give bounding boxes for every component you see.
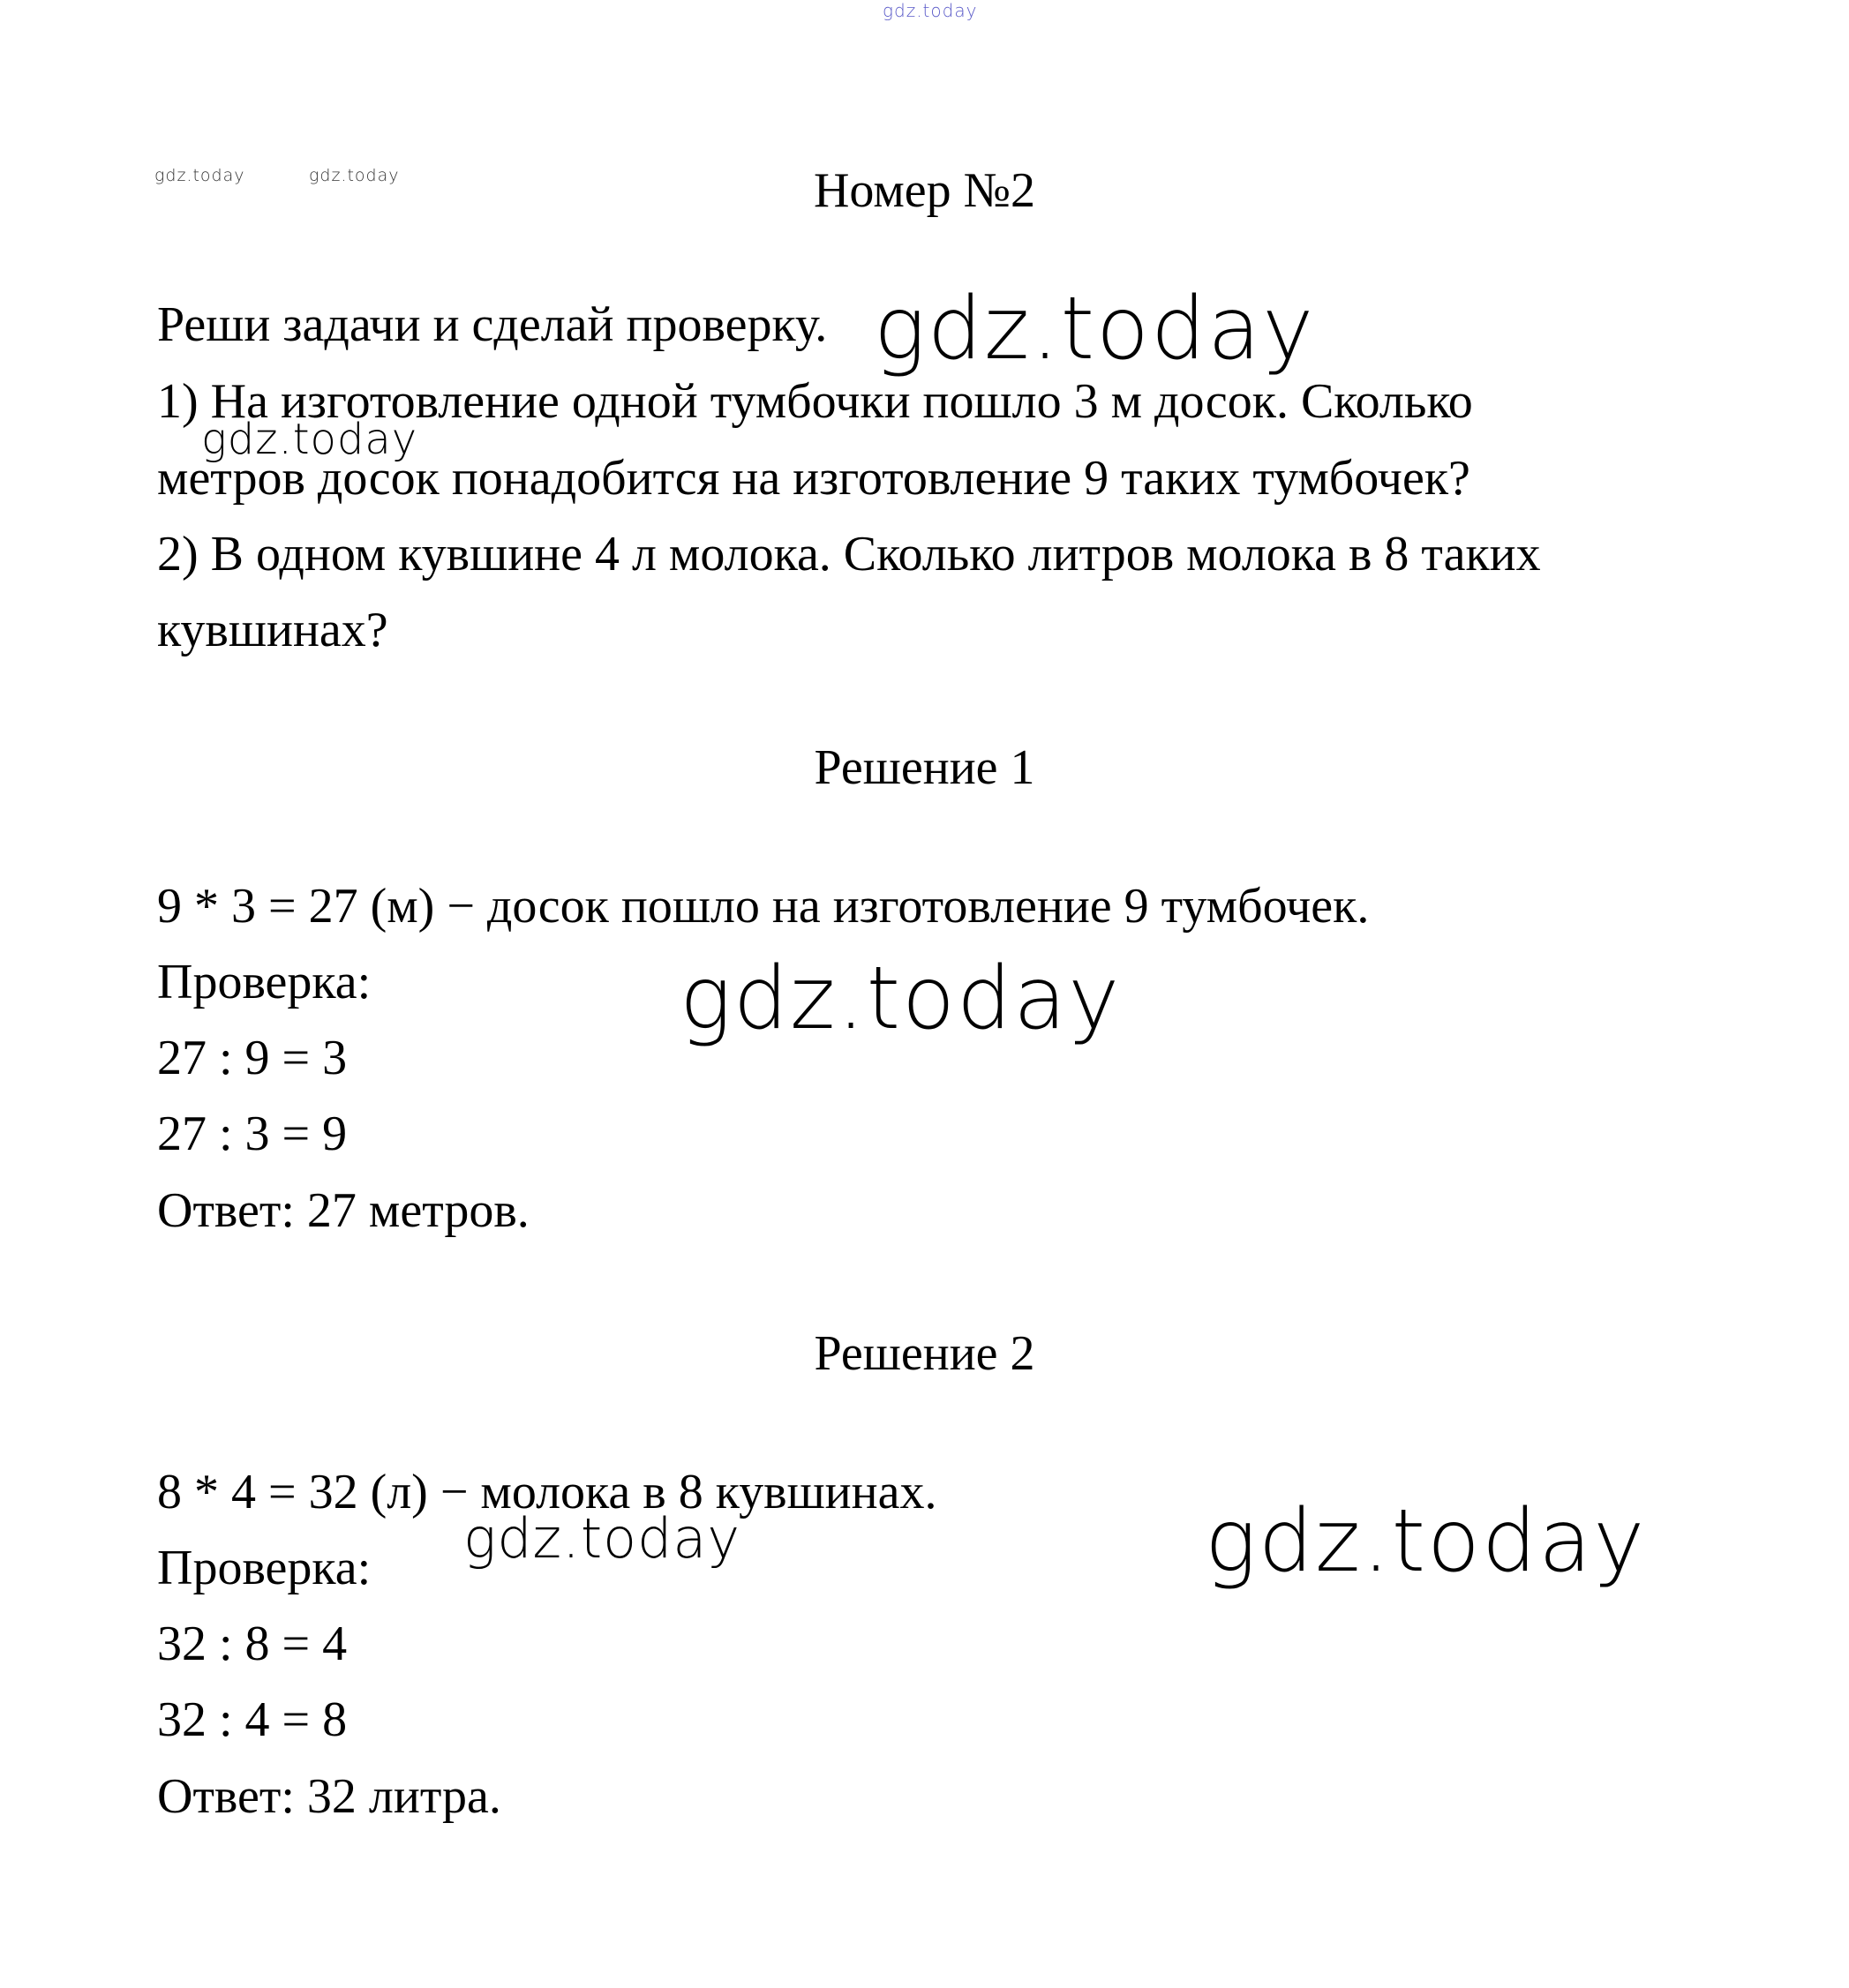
solution-2-heading: Решение 2 [814,1326,1035,1381]
solution-1-check-1: 27 : 9 = 3 [157,1031,348,1085]
task-2-line-1: 2) В одном кувшине 4 л молока. Сколько литров молока в 8 таких [157,527,1541,581]
solution-2-check-1: 32 : 8 = 4 [157,1617,348,1671]
watermark-medium-2: gdz.today [463,1506,741,1571]
solution-1-calc: 9 * 3 = 27 (м) − досок пошло на изготовление 9 тумбочек. [157,879,1370,934]
task-intro: Реши задачи и сделай проверку. [157,297,828,352]
solution-2-answer: Ответ: 32 литра. [157,1769,501,1824]
task-1-line-2: метров досок понадобится на изготовление 9 таких тумбочек? [157,451,1470,506]
solution-2-check-2: 32 : 4 = 8 [157,1692,348,1747]
task-1-line-1: 1) На изготовление одной тумбочки пошло 3 м досок. Сколько [157,374,1473,429]
watermark-small-1: gdz.today [154,166,245,185]
watermark-medium-1: gdz.today [201,415,418,464]
page-title: Номер №2 [813,163,1036,218]
watermark-small-2: gdz.today [309,166,400,185]
solution-1-answer: Ответ: 27 метров. [157,1183,530,1238]
solution-2-calc: 8 * 4 = 32 (л) − молока в 8 кувшинах. [157,1465,937,1519]
watermark-large-2: gdz.today [680,949,1122,1049]
watermark-top: gdz.today [883,0,978,21]
solution-1-heading: Решение 1 [814,740,1035,795]
watermark-large-3: gdz.today [1205,1491,1647,1592]
solution-1-check-label: Проверка: [157,955,372,1009]
solution-2-check-label: Проверка: [157,1541,372,1595]
solution-1-check-2: 27 : 3 = 9 [157,1107,348,1161]
task-2-line-2: кувшинах? [157,603,388,657]
watermark-large-1: gdz.today [874,279,1316,379]
